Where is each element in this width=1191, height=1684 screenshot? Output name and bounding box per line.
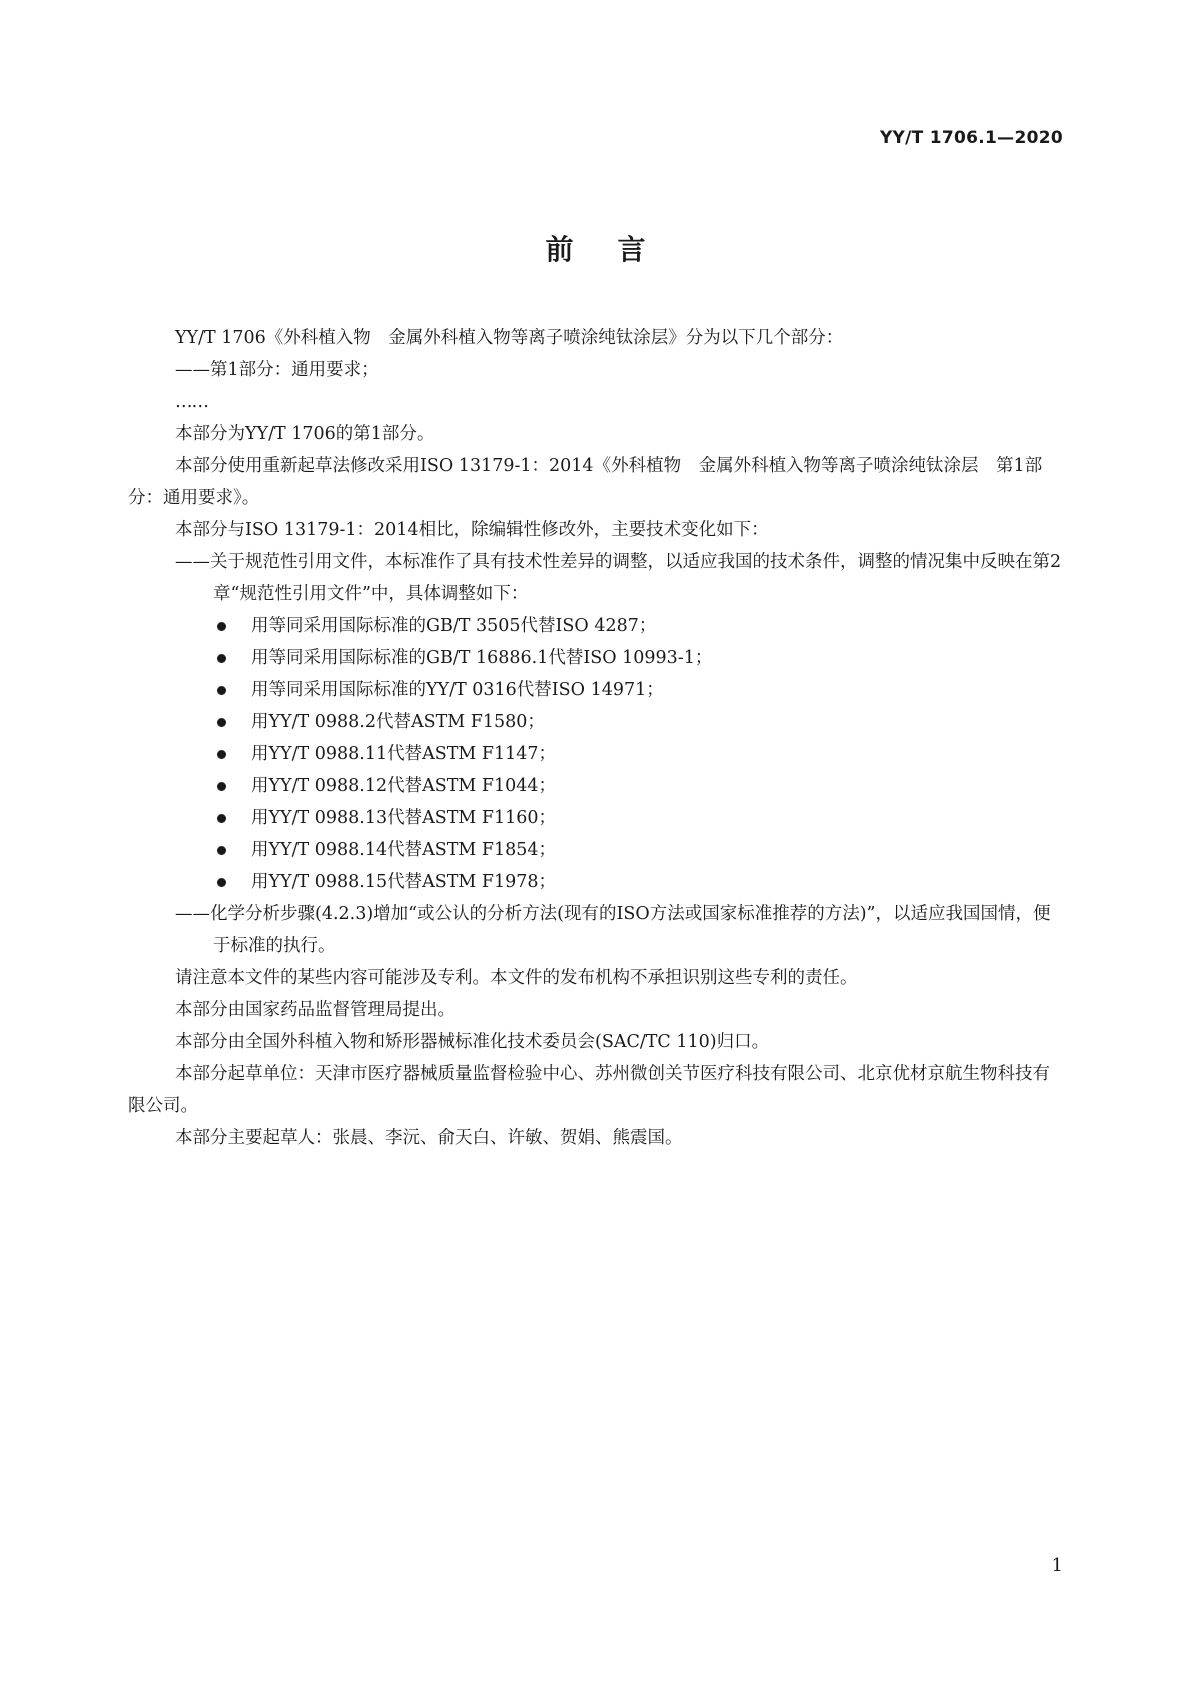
- list-item: 用等同采用国际标准的GB/T 16886.1代替ISO 10993-1；: [128, 642, 1063, 674]
- bullet-icon: [217, 686, 226, 695]
- paragraph-patent-notice: 请注意本文件的某些内容可能涉及专利。本文件的发布机构不承担识别这些专利的责任。: [175, 968, 858, 988]
- list-item: 用等同采用国际标准的YY/T 0316代替ISO 14971；: [128, 674, 1063, 706]
- bullet-icon: [217, 622, 226, 631]
- replacement-list: [128, 610, 1063, 898]
- dash-item-normative-references: ——关于规范性引用文件，本标准作了具有技术性差异的调整，以适应我国的技术条件，调整的情况集中反映在第2章“规范性引用文件”中，具体调整如下：: [175, 552, 1062, 604]
- dash-item-part-1: ——第1部分：通用要求；: [175, 360, 379, 380]
- page-title: 前言: [545, 233, 690, 266]
- paragraph-changes-intro: 本部分与ISO 13179-1：2014相比，除编辑性修改外，主要技术变化如下：: [175, 520, 769, 540]
- paragraph-drafting-units: 本部分起草单位：天津市医疗器械质量监督检验中心、苏州微创关节医疗科技有限公司、北京优材京航生物科技有限公司。: [128, 1064, 1050, 1116]
- list-item: 用等同采用国际标准的GB/T 3505代替ISO 4287；: [128, 610, 1063, 642]
- list-item: 用YY/T 0988.12代替ASTM F1044；: [128, 770, 1063, 802]
- bullet-icon: [217, 654, 226, 663]
- bullet-icon: [217, 814, 226, 823]
- paragraph-proposer: 本部分由国家药品监督管理局提出。: [175, 1000, 455, 1020]
- bullet-icon: [217, 750, 226, 759]
- list-item: 用YY/T 0988.15代替ASTM F1978；: [128, 866, 1063, 898]
- list-item: 用YY/T 0988.11代替ASTM F1147；: [128, 738, 1063, 770]
- bullet-icon: [217, 878, 226, 887]
- ellipsis: ……: [175, 392, 208, 412]
- bullet-icon: [217, 782, 226, 791]
- standard-code: YY/T 1706.1—2020: [879, 128, 1063, 148]
- paragraph-drafters: 本部分主要起草人：张晨、李沅、俞天白、许敏、贺娟、熊震国。: [175, 1128, 683, 1148]
- page-number: 1: [1051, 1555, 1063, 1576]
- foreword-body: [128, 322, 1063, 1154]
- paragraph-adoption: 本部分使用重新起草法修改采用ISO 13179-1：2014《外科植物 金属外科植入物等离子喷涂纯钛涂层 第1部分：通用要求》。: [128, 456, 1043, 508]
- paragraph-series-intro: YY/T 1706《外科植入物 金属外科植入物等离子喷涂纯钛涂层》分为以下几个部分：: [175, 328, 844, 348]
- paragraph-committee: 本部分由全国外科植入物和矫形器械标准化技术委员会(SAC/TC 110)归口。: [175, 1032, 770, 1052]
- bullet-icon: [217, 846, 226, 855]
- list-item: 用YY/T 0988.14代替ASTM F1854；: [128, 834, 1063, 866]
- list-item: 用YY/T 0988.13代替ASTM F1160；: [128, 802, 1063, 834]
- bullet-icon: [217, 718, 226, 727]
- paragraph-part-statement: 本部分为YY/T 1706的第1部分。: [175, 424, 435, 444]
- dash-item-chemical-analysis: ——化学分析步骤(4.2.3)增加“或公认的分析方法(现有的ISO方法或国家标准推荐的方法)”，以适应我国国情，便于标准的执行。: [175, 904, 1051, 956]
- list-item: 用YY/T 0988.2代替ASTM F1580；: [128, 706, 1063, 738]
